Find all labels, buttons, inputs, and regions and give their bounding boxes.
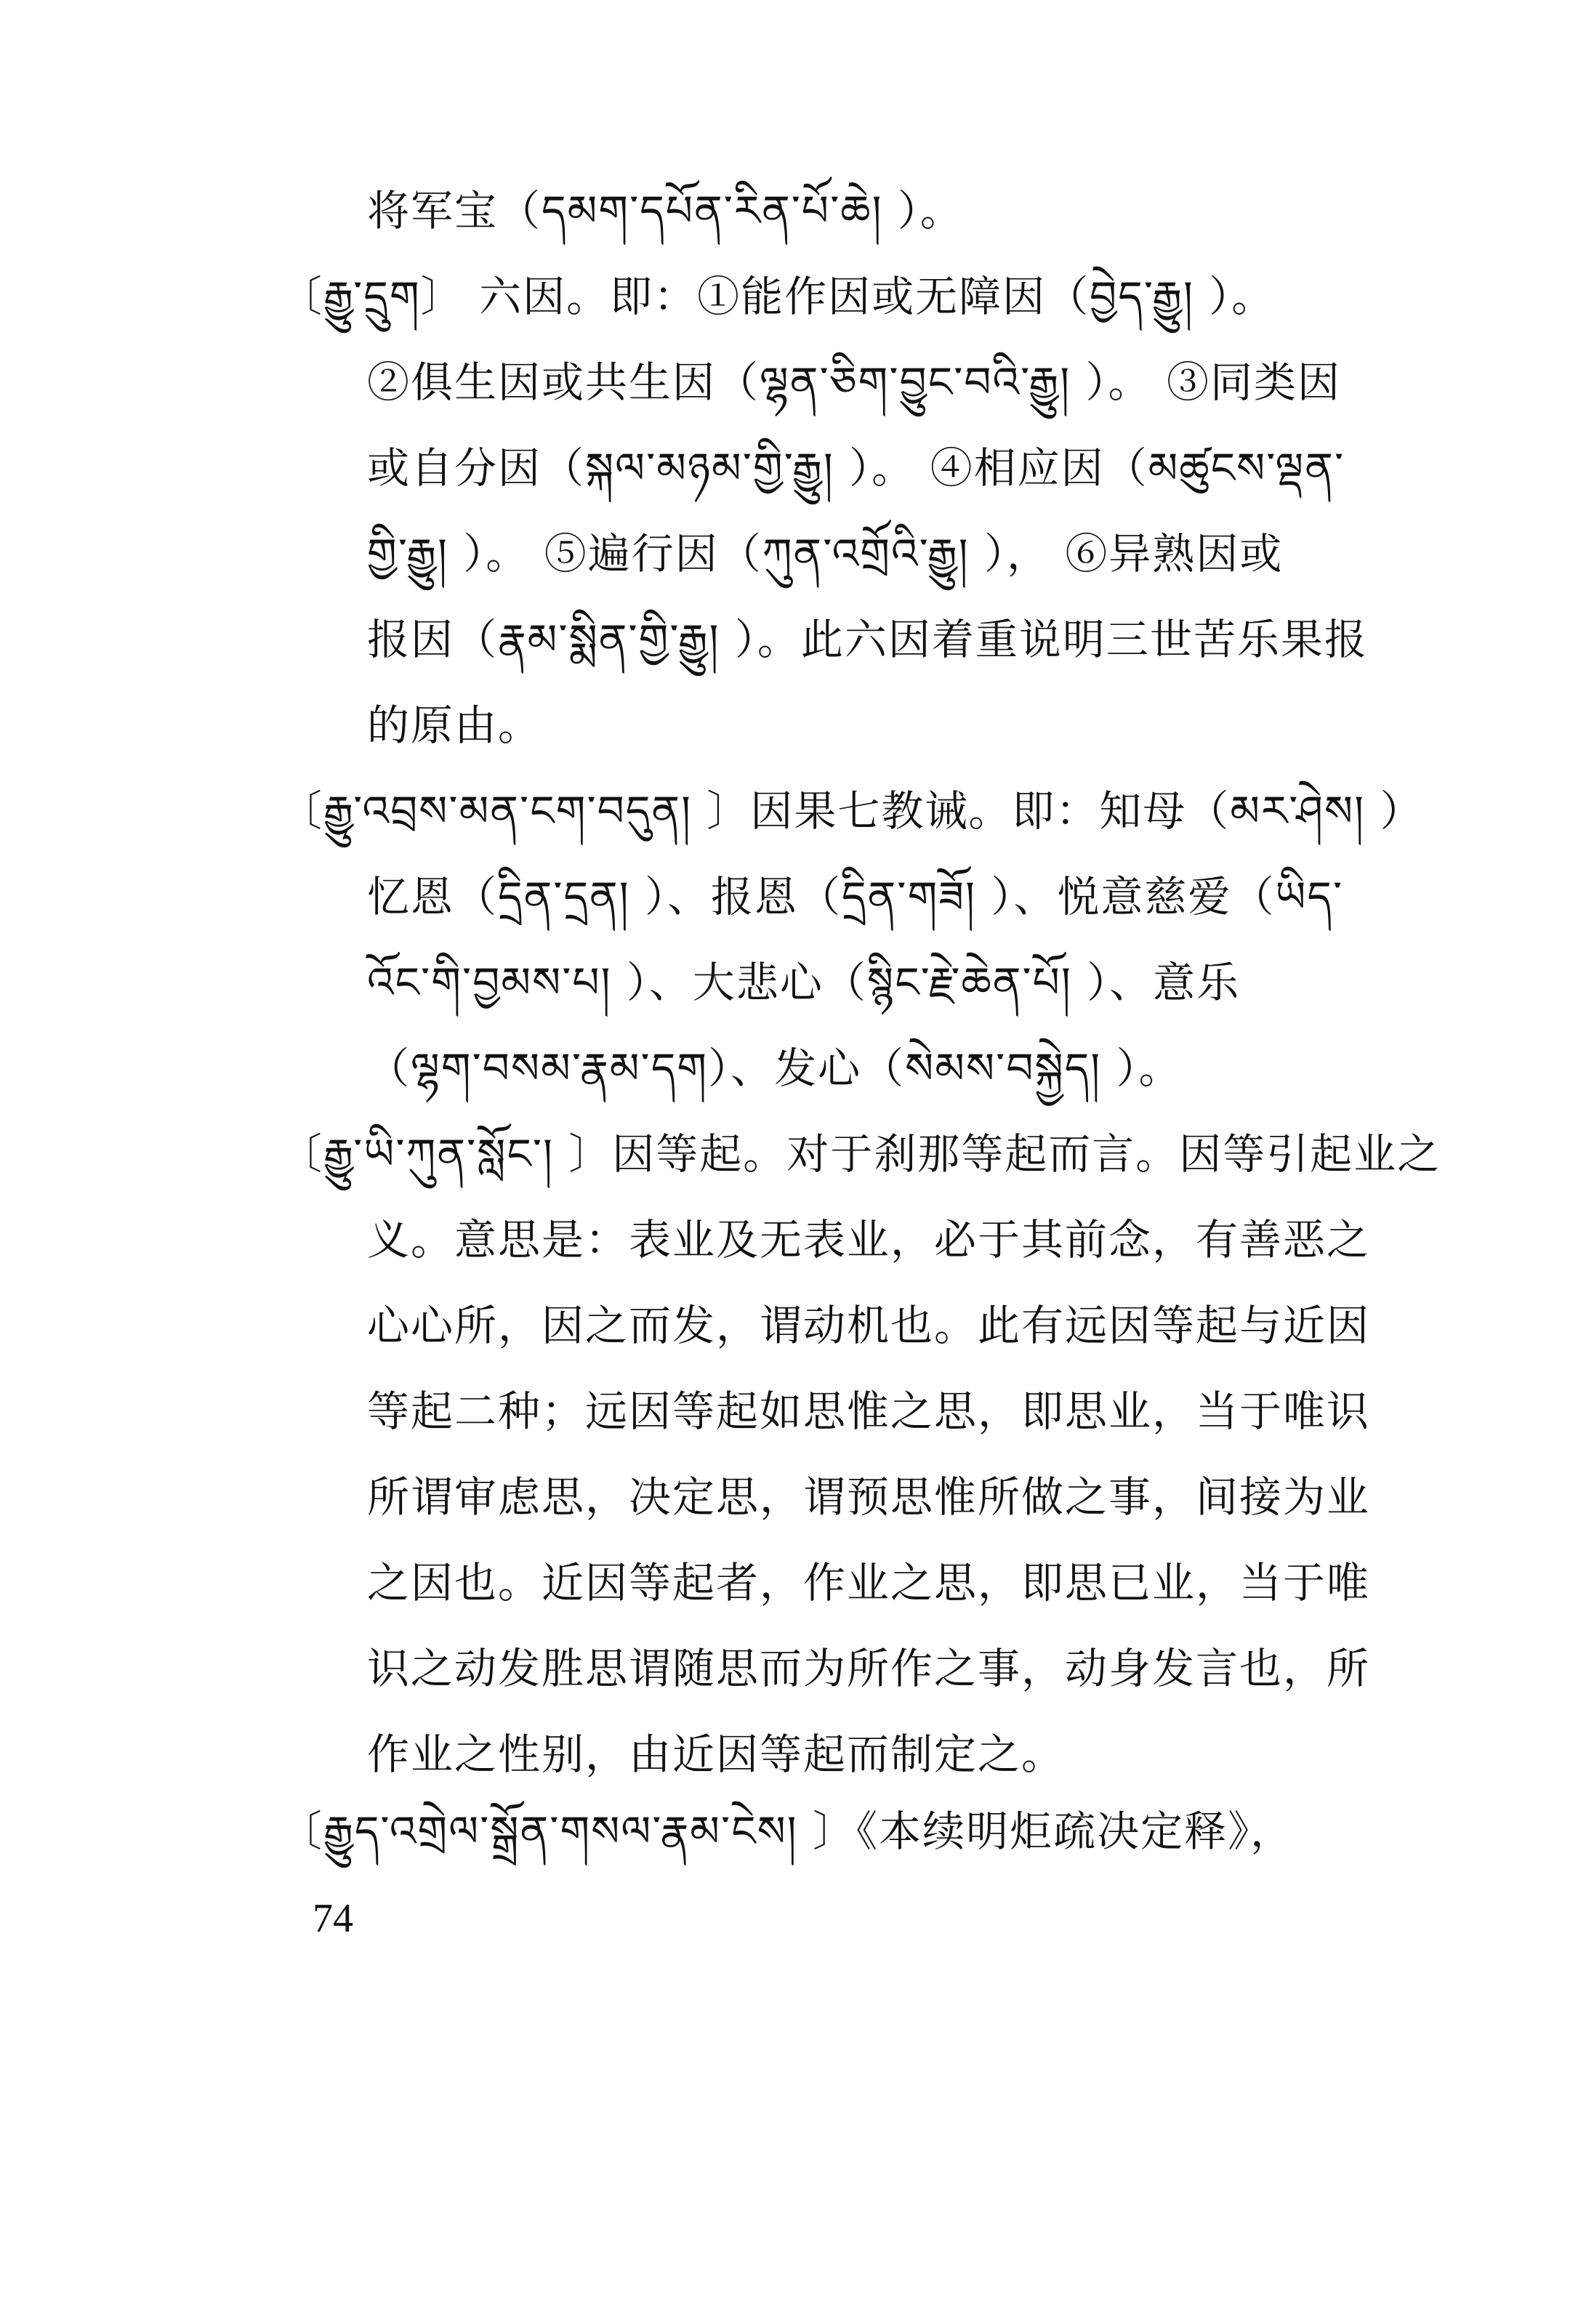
text-line-5: གྱི་རྒྱུ། ）。 ⑤遍行因（ཀུན་འགྲོའི་རྒྱུ། ）， ⑥异熟因或: [367, 529, 1284, 578]
text-line-4: 或自分因（སྐལ་མཉམ་གྱི་རྒྱུ། ）。 ④相应因（མཚུངས་ལྡན་: [367, 443, 1345, 493]
text-line-16: 所谓审虑思，决定思，谓预思惟所做之事，间接为业: [367, 1472, 1371, 1522]
text-line-6: 报因（རྣམ་སྨིན་གྱི་རྒྱུ། ）。此六因着重说明三世苦乐果报: [367, 615, 1368, 664]
text-line-17: 之因也。近因等起者，作业之思，即思已业，当于唯: [367, 1558, 1371, 1607]
text-line-10: འོང་གི་བྱམས་པ། ）、大悲心（སྙིང་རྗེ་ཆེན་པོ། ）、意乐: [367, 958, 1241, 1007]
entry-heading-causal-motivation: 〔རྒྱུ་ཡི་ཀུན་སློང་། 〕因等起。对于刹那等起而言。因等引起业之: [280, 1129, 1441, 1179]
text-line-11: （ལྷག་བསམ་རྣམ་དག）、发心（སེམས་བསྐྱེད། ）。: [367, 1044, 1183, 1093]
text-line-19: 作业之性别，由近因等起而制定之。: [367, 1730, 1066, 1779]
text-line-18: 识之动发胜思谓随思而为所作之事，动身发言也，所: [367, 1644, 1371, 1693]
text-line-13: 义。意思是：表业及无表业，必于其前念，有善恶之: [367, 1215, 1371, 1264]
text-line-3: ②俱生因或共生因（ལྷན་ཅིག་བྱུང་བའི་རྒྱུ། ）。 ③同类因: [367, 358, 1341, 407]
text-line-7: 的原由。: [367, 701, 542, 750]
text-line-15: 等起二种；远因等起如思惟之思，即思业，当于唯识: [367, 1387, 1371, 1436]
entry-heading-tantra-commentary: 〔རྒྱུད་འགྲེལ་སྒྲོན་གསལ་རྣམ་ངེས། 〕《本续明炬疏决定释》，: [280, 1807, 1295, 1856]
entry-heading-six-causes: 〔རྒྱུ་དྲུག〕 六因。即：①能作因或无障因（བྱེད་རྒྱུ། ）。: [280, 272, 1276, 321]
page-number: 74: [313, 1896, 353, 1941]
text-line-1: 将军宝（དམག་དཔོན་རིན་པོ་ཆེ། ）。: [367, 186, 964, 235]
entry-heading-seven-instructions: 〔རྒྱུ་འབྲས་མན་ངག་བདུན། 〕因果七教诫。即：知母（མར་ཤེས། ）: [280, 786, 1424, 836]
text-line-9: 忆恩（དྲིན་དྲན། ）、报恩（དྲིན་གཟོ། ）、悦意慈爱（ཡིད་: [367, 872, 1344, 921]
text-line-14: 心心所，因之而发，谓动机也。此有远因等起与近因: [367, 1301, 1371, 1350]
